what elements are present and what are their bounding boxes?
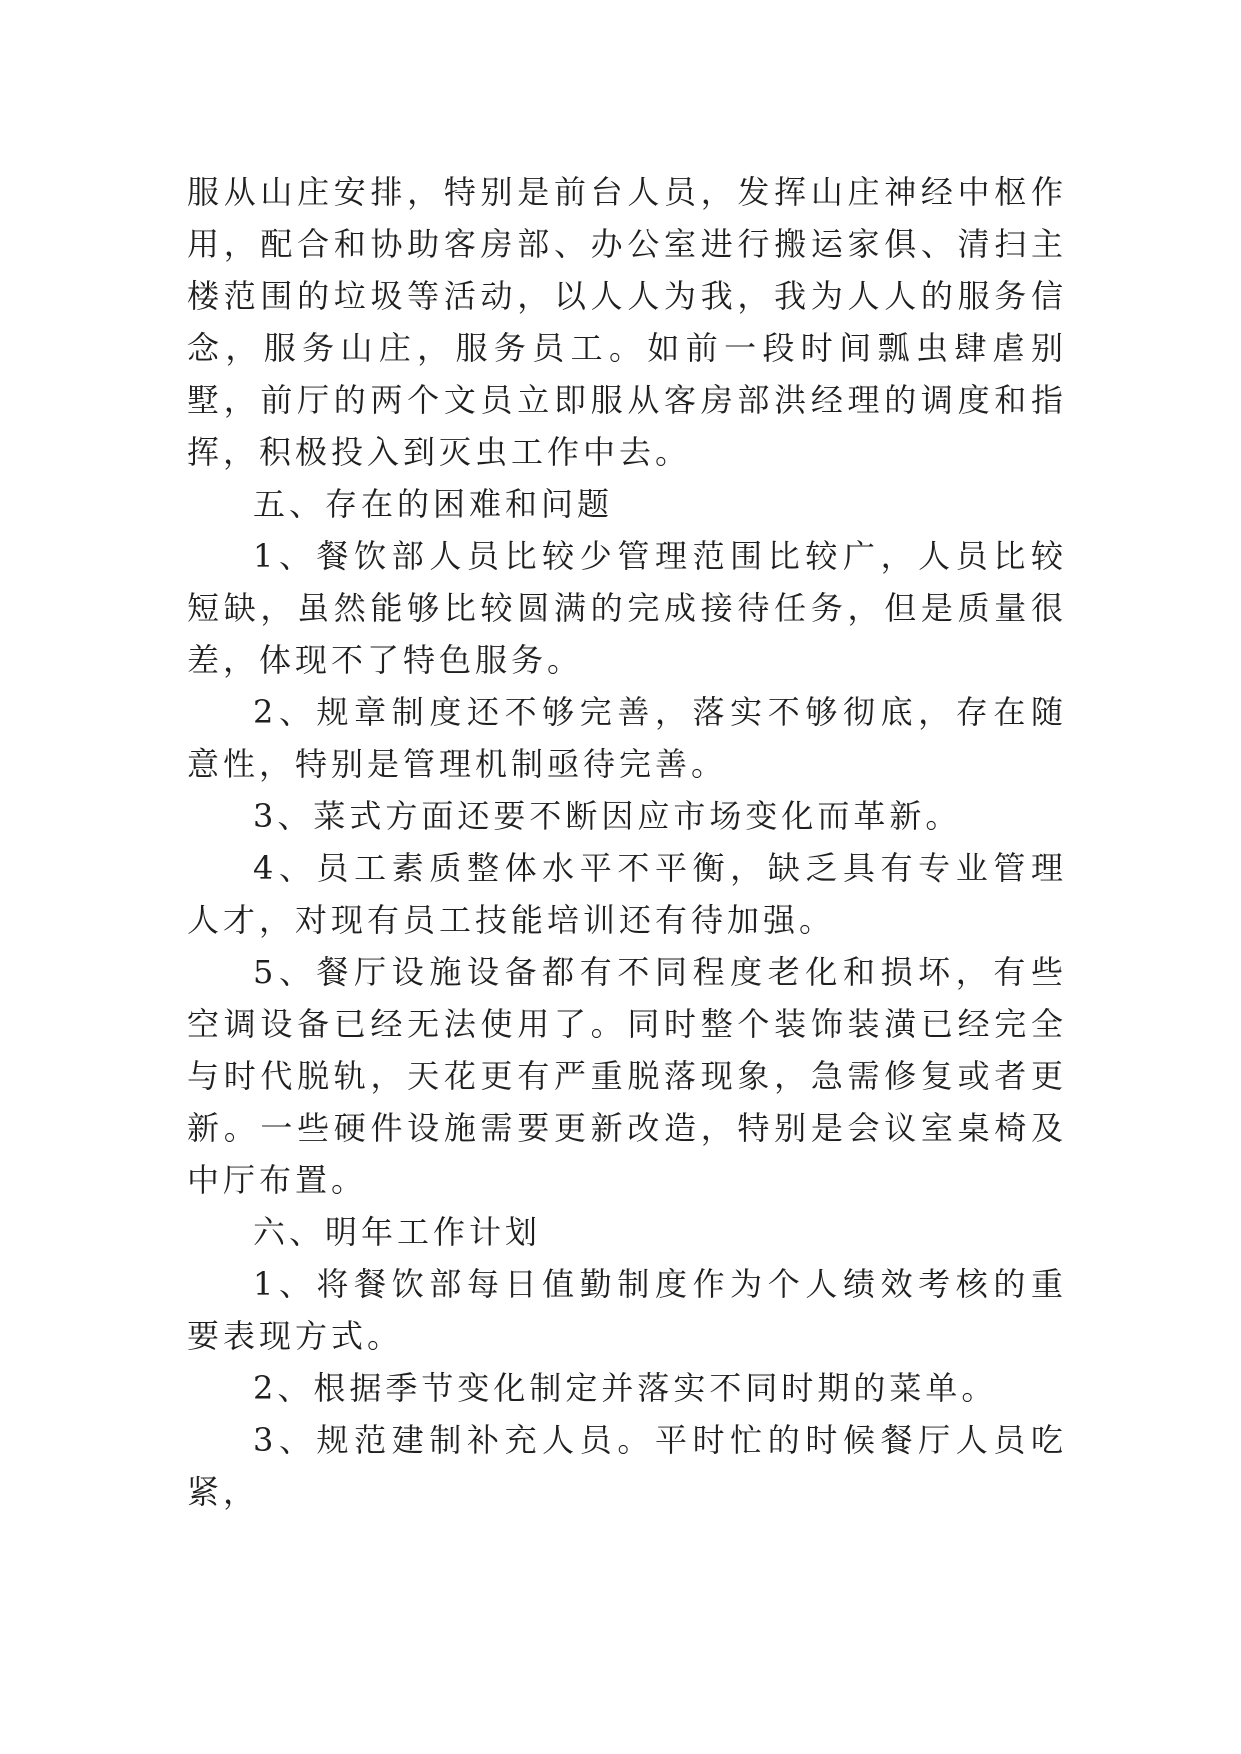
section-heading-next-year-plan: 六、明年工作计划 (253, 1213, 542, 1251)
paragraph-problem-5: 5、餐厅设施设备都有不同程度老化和损坏，有些空调设备已经无法使用了。同时整个装饰装潢已经完全与时代脱轨，天花更有严重脱落现象，急需修复或者更新。一些硬件设施需要更新改造，特别是会议室桌椅及中厅布置。 (187, 953, 1067, 1199)
section-heading-difficulties: 五、存在的困难和问题 (253, 485, 614, 523)
paragraph-plan-2: 2、根据季节变化制定并落实不同时期的菜单。 (253, 1369, 998, 1407)
paragraph-problem-2: 2、规章制度还不够完善，落实不够彻底，存在随意性，特别是管理机制亟待完善。 (187, 693, 1067, 783)
paragraph-problem-1: 1、餐饮部人员比较少管理范围比较广，人员比较短缺，虽然能够比较圆满的完成接待任务，但是质量很差，体现不了特色服务。 (187, 537, 1067, 679)
paragraph-problem-3: 3、菜式方面还要不断因应市场变化而革新。 (253, 797, 962, 835)
document-body (187, 166, 1067, 1518)
paragraph-plan-1: 1、将餐饮部每日值勤制度作为个人绩效考核的重要表现方式。 (187, 1265, 1067, 1355)
paragraph-plan-3: 3、规范建制补充人员。平时忙的时候餐厅人员吃紧， (187, 1421, 1067, 1511)
paragraph-continuation: 服从山庄安排，特别是前台人员，发挥山庄神经中枢作用，配合和协助客房部、办公室进行搬运家俱、清扫主楼范围的垃圾等活动，以人人为我，我为人人的服务信念，服务山庄，服务员工。如前一段时间瓢虫肆虐别墅，前厅的两个文员立即服从客房部洪经理的调度和指挥，积极投入到灭虫工作中去。 (187, 173, 1067, 471)
paragraph-problem-4: 4、员工素质整体水平不平衡，缺乏具有专业管理人才，对现有员工技能培训还有待加强。 (187, 849, 1067, 939)
